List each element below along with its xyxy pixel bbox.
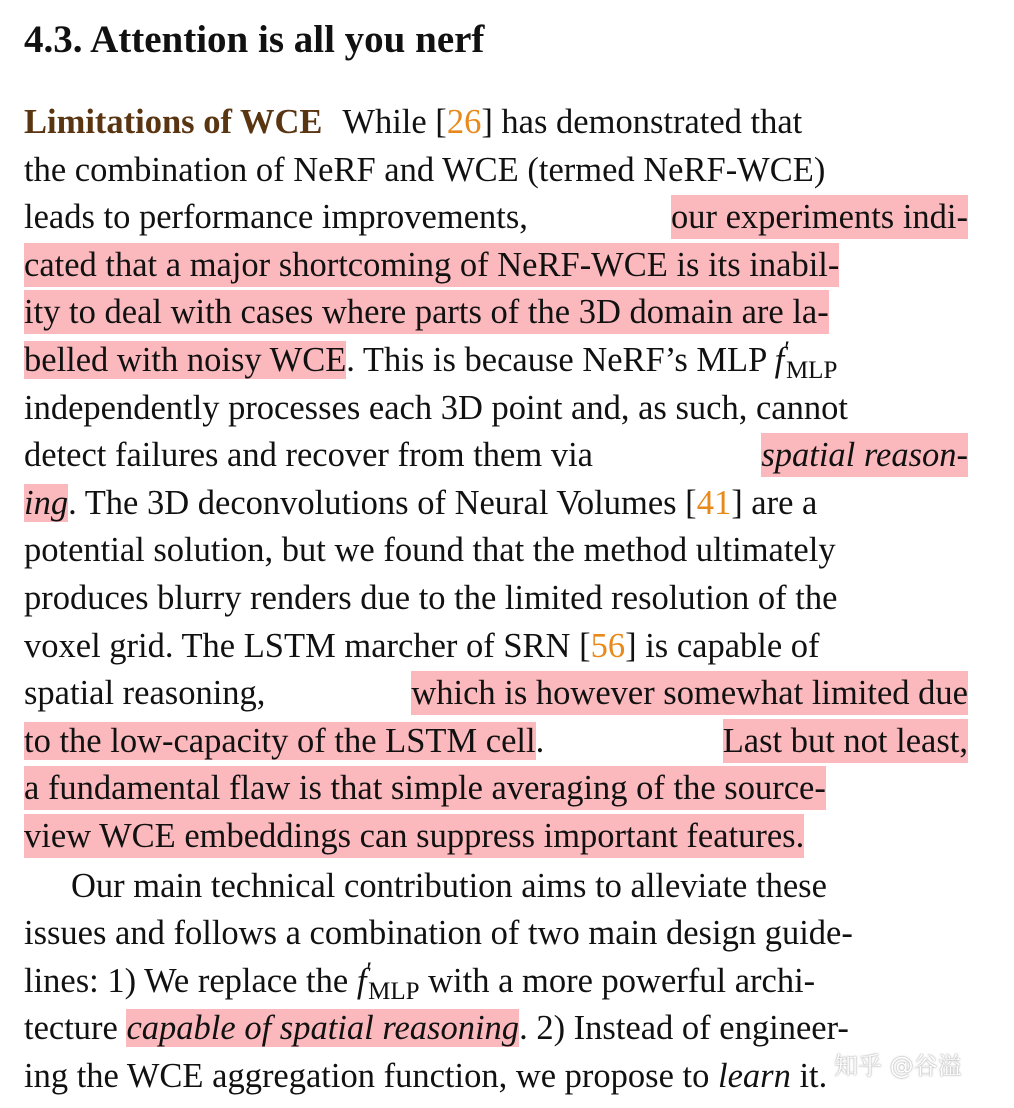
- text-line: voxel grid. The LSTM marcher of SRN [56] is capable of: [24, 626, 820, 665]
- highlighted-text: Last but not least,: [723, 719, 968, 763]
- text-line: lines: 1) We replace the $f'_{MLP}$ with a more powerful archi-: [24, 956, 816, 1005]
- highlighted-text: ity to deal with cases where parts of the 3D domain are la-: [24, 290, 829, 334]
- text-line: ing. The 3D deconvolutions of Neural Volumes [41] are a: [24, 483, 818, 522]
- text-line: produces blurry renders due to the limited resolution of the: [24, 578, 838, 617]
- section-title: 4.3. Attention is all you nerf: [24, 18, 485, 61]
- highlighted-text: ing: [24, 483, 69, 522]
- text-line: Our main technical contribution aims to alleviate these: [71, 866, 827, 905]
- highlighted-text: our experiments indi-: [671, 195, 968, 239]
- highlighted-text: belled with noisy WCE: [24, 340, 347, 379]
- text-line: issues and follows a combination of two main design guide-: [24, 914, 853, 953]
- highlighted-text: a fundamental flaw is that simple averaging of the source-: [24, 766, 826, 810]
- math-symbol-f-mlp: $f'_{MLP}$: [774, 335, 838, 384]
- highlighted-text: capable of spatial reasoning: [126, 1009, 520, 1048]
- text-line: to the low-capacity of the LSTM cell. Last but not least,: [24, 719, 968, 767]
- text-line: Limitations of WCE While [26] has demonstrated that: [24, 103, 803, 141]
- text-line: potential solution, but we found that the method ultimately: [24, 531, 836, 570]
- text-line: leads to performance improvements, our experiments indi-: [24, 195, 968, 243]
- highlighted-text: view WCE embeddings can suppress important features.: [24, 814, 804, 858]
- text-line: detect failures and recover from them via spatial reason-: [24, 433, 968, 481]
- paragraph-title: Limitations of WCE: [24, 103, 323, 141]
- paragraph-limitations: [24, 100, 968, 862]
- highlighted-text: cated that a major shortcoming of NeRF-WCE is its inabil-: [24, 243, 839, 287]
- math-symbol-f-mlp: $f'_{MLP}$: [356, 956, 420, 1005]
- paragraph-contribution: [24, 864, 968, 1102]
- text-line: [24, 243, 968, 291]
- text-line: [24, 766, 968, 814]
- text-line: ing the WCE aggregation function, we propose to learn it.: [24, 1056, 828, 1095]
- citation-link[interactable]: 56: [590, 626, 626, 665]
- paper-page: [24, 14, 968, 1101]
- highlighted-text: spatial reason-: [761, 433, 968, 477]
- text-line: spatial reasoning, which is however somewhat limited due: [24, 671, 968, 719]
- text-line: belled with noisy WCE. This is because NeRF’s MLP $f'_{MLP}$: [24, 335, 838, 384]
- citation-link[interactable]: 41: [696, 483, 732, 522]
- watermark: 知乎 @谷溢: [834, 1052, 962, 1080]
- text-line: [24, 814, 968, 862]
- highlighted-text: to the low-capacity of the LSTM cell: [24, 721, 536, 760]
- text-line: tecture capable of spatial reasoning. 2) Instead of engineer-: [24, 1009, 849, 1048]
- highlighted-text: which is however somewhat limited due: [411, 671, 968, 715]
- text-line: independently processes each 3D point and, as such, cannot: [24, 388, 848, 427]
- text-line: the combination of NeRF and WCE (termed NeRF-WCE): [24, 150, 826, 189]
- text-line: [24, 290, 968, 338]
- citation-link[interactable]: 26: [446, 103, 482, 141]
